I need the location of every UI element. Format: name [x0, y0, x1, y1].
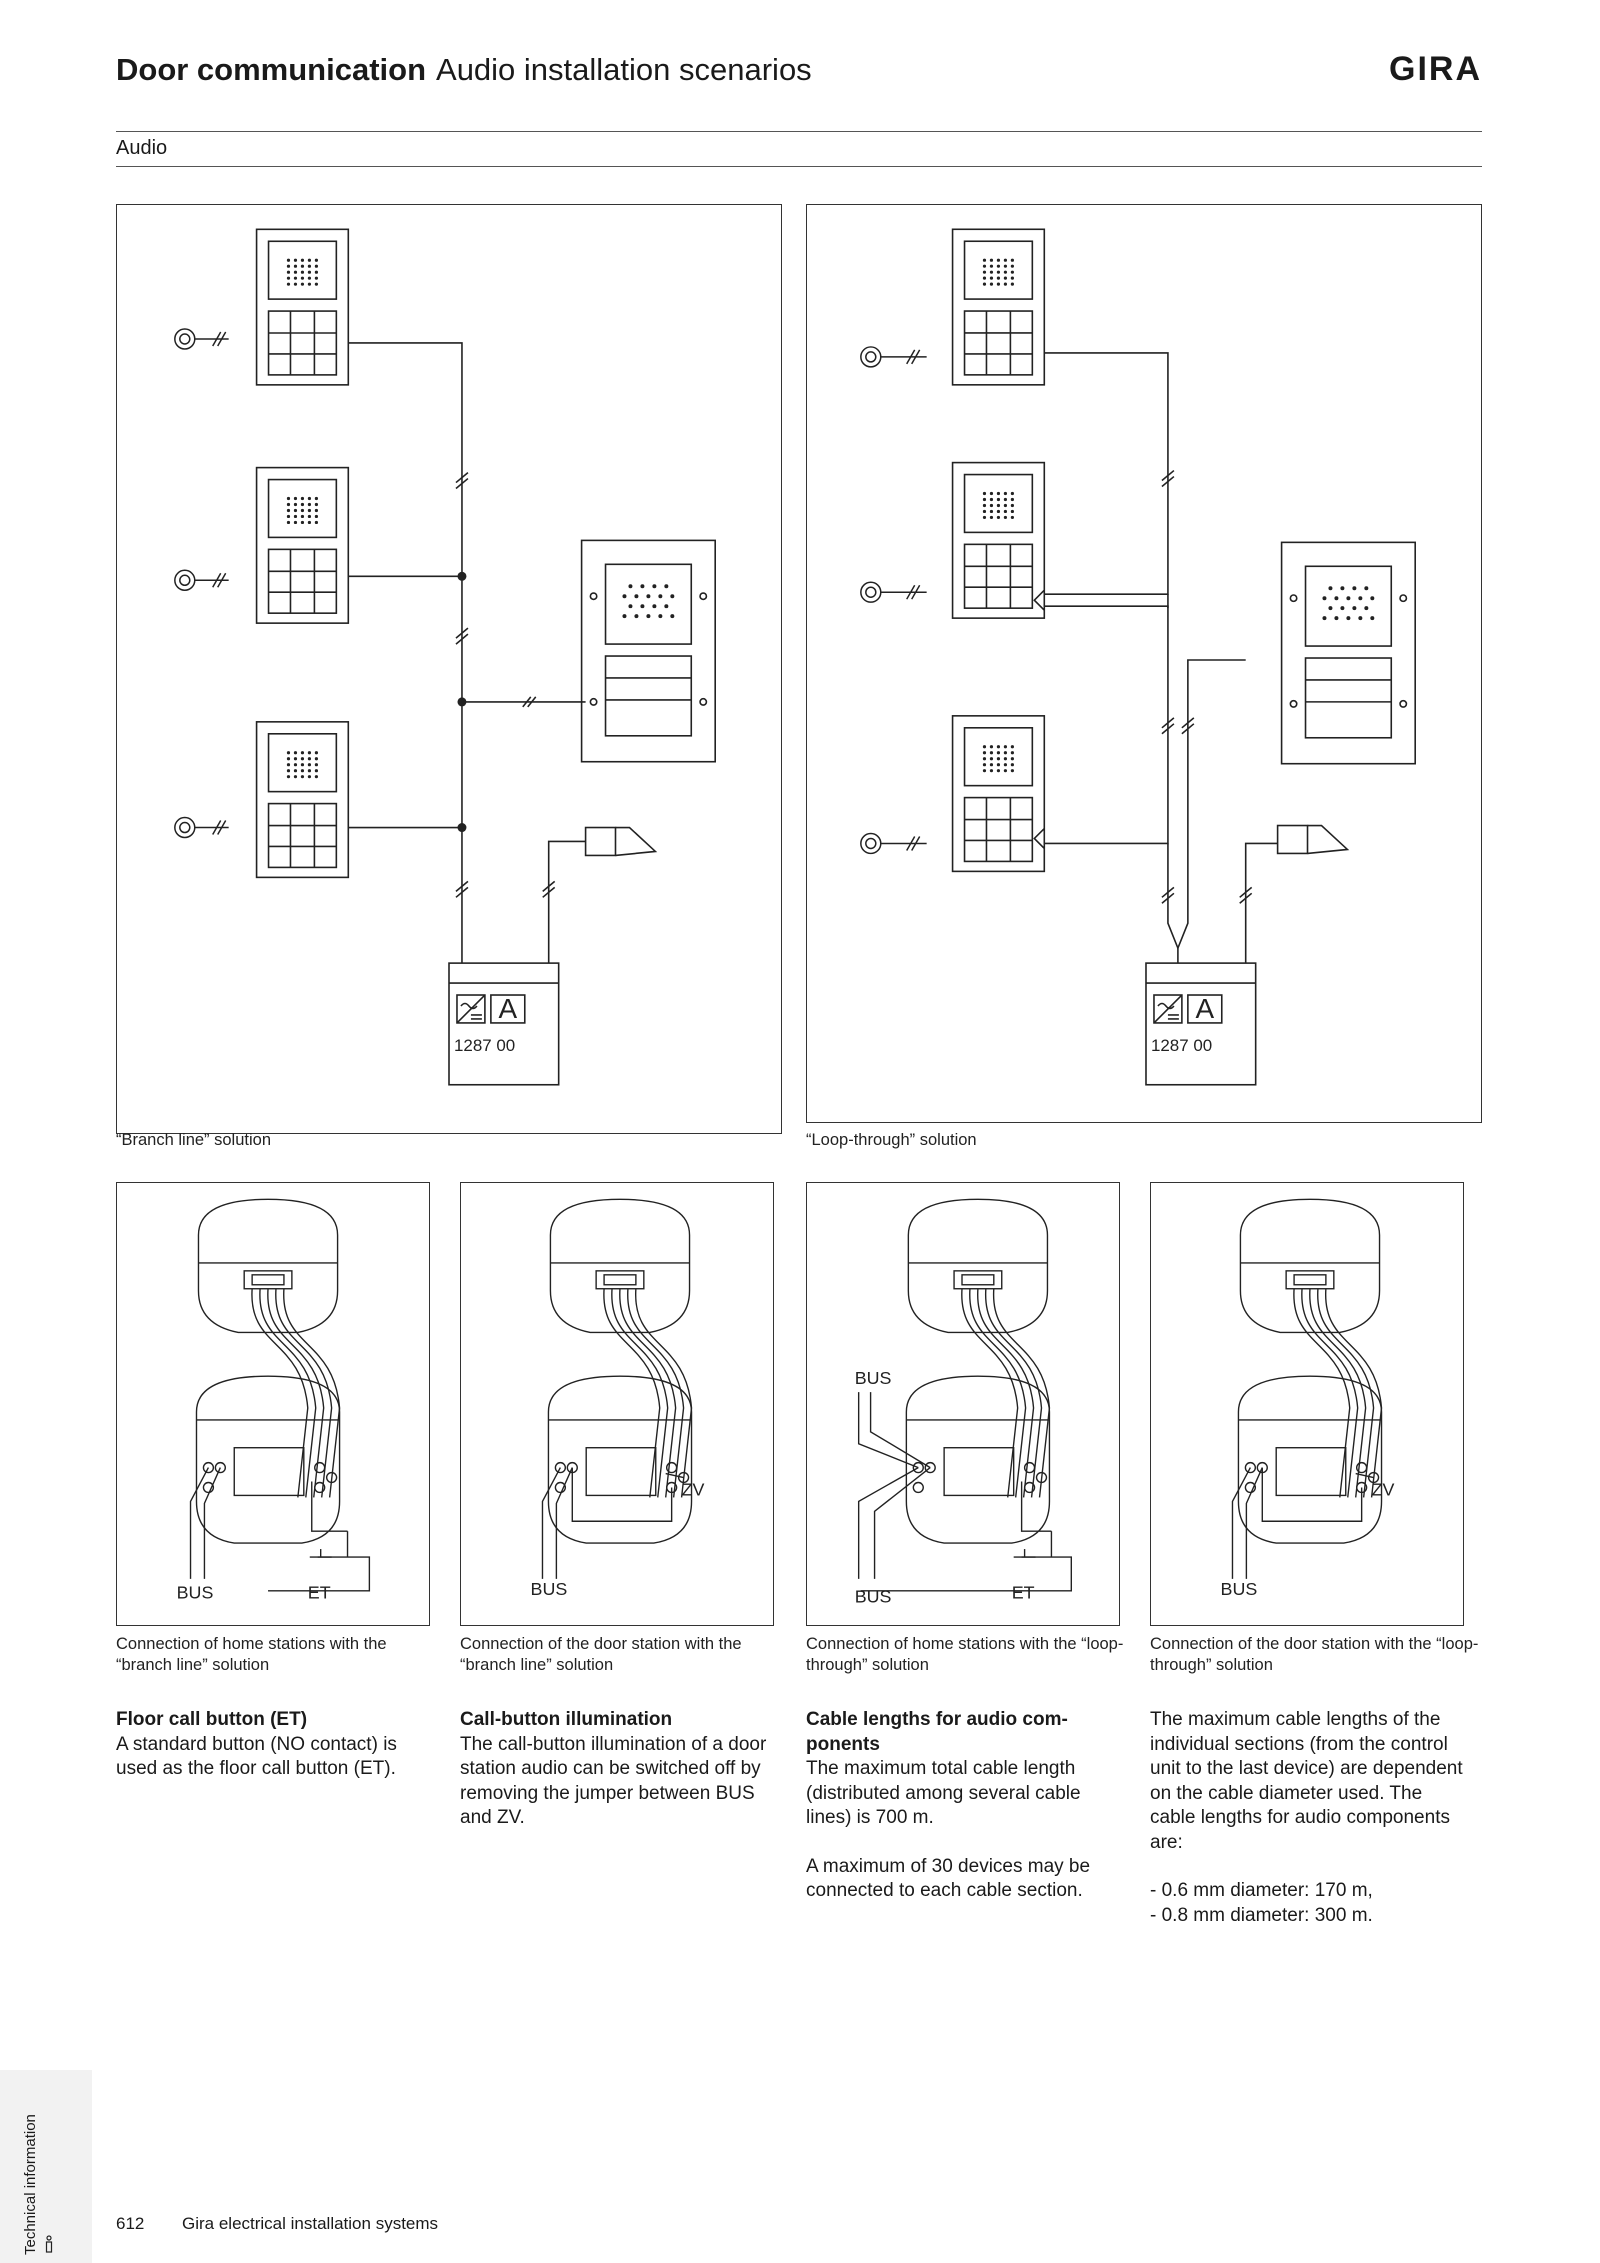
branch-line-drawing — [117, 205, 781, 1133]
title-sub: Audio installation scenarios — [436, 52, 812, 87]
bus-label: BUS — [854, 1368, 892, 1389]
wiring-door-loop-drawing — [1151, 1183, 1463, 1625]
bus-label: BUS — [854, 1586, 892, 1607]
cable-diameter-item-1: - 0.6 mm diameter: 170 m, — [1150, 1880, 1373, 1901]
heading-floor-call-button: Floor call button (ET) — [116, 1709, 308, 1730]
brand-logo: GIRA — [1389, 50, 1482, 88]
wiring-caption-1: Connection of home stations with the “branch line” solution — [116, 1635, 387, 1674]
heading-cable-lengths: Cable lengths for audio components — [806, 1709, 1068, 1755]
body-cable-diameter: The maximum cable lengths of the individual sections (from the control unit to the last device) are dependent on the cable diameter used. The cable lengths for audio components are: — [1150, 1709, 1463, 1853]
wiring-home-branch — [116, 1182, 430, 1626]
body-cable-lengths-2: A maximum of 30 devices may be connected to each cable section. — [806, 1855, 1091, 1901]
section-rule — [116, 166, 1482, 167]
wiring-home-branch-drawing — [117, 1183, 429, 1625]
body-cable-lengths-1: The maximum total cable length (distributed among several cable lines) is 700 m. — [806, 1758, 1081, 1828]
column-floor-call-button — [116, 1708, 434, 1782]
info-icon — [44, 2235, 54, 2253]
wiring-home-loop — [806, 1182, 1120, 1626]
zv-label: ZV — [1371, 1479, 1395, 1500]
et-label: ET — [1011, 1582, 1035, 1603]
title-main: Door communication — [116, 52, 427, 87]
wiring-home-loop-drawing — [807, 1183, 1119, 1625]
wiring-caption-2: Connection of the door station with the “branch line” solution — [460, 1635, 742, 1674]
publication-name: Gira electrical installation systems — [182, 2214, 439, 2233]
loop-through-drawing — [807, 205, 1481, 1122]
header-rule — [116, 131, 1482, 132]
control-unit-letter: A — [1195, 992, 1215, 1024]
control-unit-number: 1287 00 — [453, 1035, 516, 1055]
wiring-caption-3: Connection of home stations with the “loop-through” solution — [806, 1635, 1124, 1674]
branch-line-caption: “Branch line” solution — [116, 1131, 271, 1149]
control-unit-letter: A — [498, 992, 518, 1024]
section-label: Audio — [116, 137, 168, 159]
et-label: ET — [307, 1582, 331, 1603]
column-call-button-illumination — [460, 1708, 780, 1831]
wiring-door-branch-drawing — [461, 1183, 773, 1625]
loop-through-caption: “Loop-through” solution — [806, 1131, 977, 1149]
heading-call-button-illumination: Call-button illumination — [460, 1709, 673, 1730]
column-cable-lengths — [806, 1708, 1116, 1904]
cable-diameter-item-2: - 0.8 mm diameter: 300 m. — [1150, 1904, 1373, 1926]
page-title — [116, 52, 812, 88]
loop-through-diagram — [806, 204, 1482, 1123]
body-call-button-illumination: The call-button illumination of a door station audio can be switched off by removing the jumper between BUS and ZV. — [460, 1733, 767, 1828]
bus-label: BUS — [530, 1578, 568, 1599]
page-number: 612 — [116, 2214, 145, 2233]
control-unit-number: 1287 00 — [1150, 1035, 1213, 1055]
wiring-door-branch — [460, 1182, 774, 1626]
branch-line-diagram — [116, 204, 782, 1134]
bus-label: BUS — [1220, 1578, 1258, 1599]
side-tab-label: Technical information — [22, 2114, 39, 2255]
body-floor-call-button: A standard button (NO contact) is used as the floor call button (ET). — [116, 1733, 397, 1779]
wiring-door-loop — [1150, 1182, 1464, 1626]
bus-label: BUS — [176, 1582, 214, 1603]
zv-label: ZV — [681, 1479, 705, 1500]
column-cable-diameter — [1150, 1708, 1470, 1928]
wiring-caption-4: Connection of the door station with the “loop-through” solution — [1150, 1635, 1479, 1674]
